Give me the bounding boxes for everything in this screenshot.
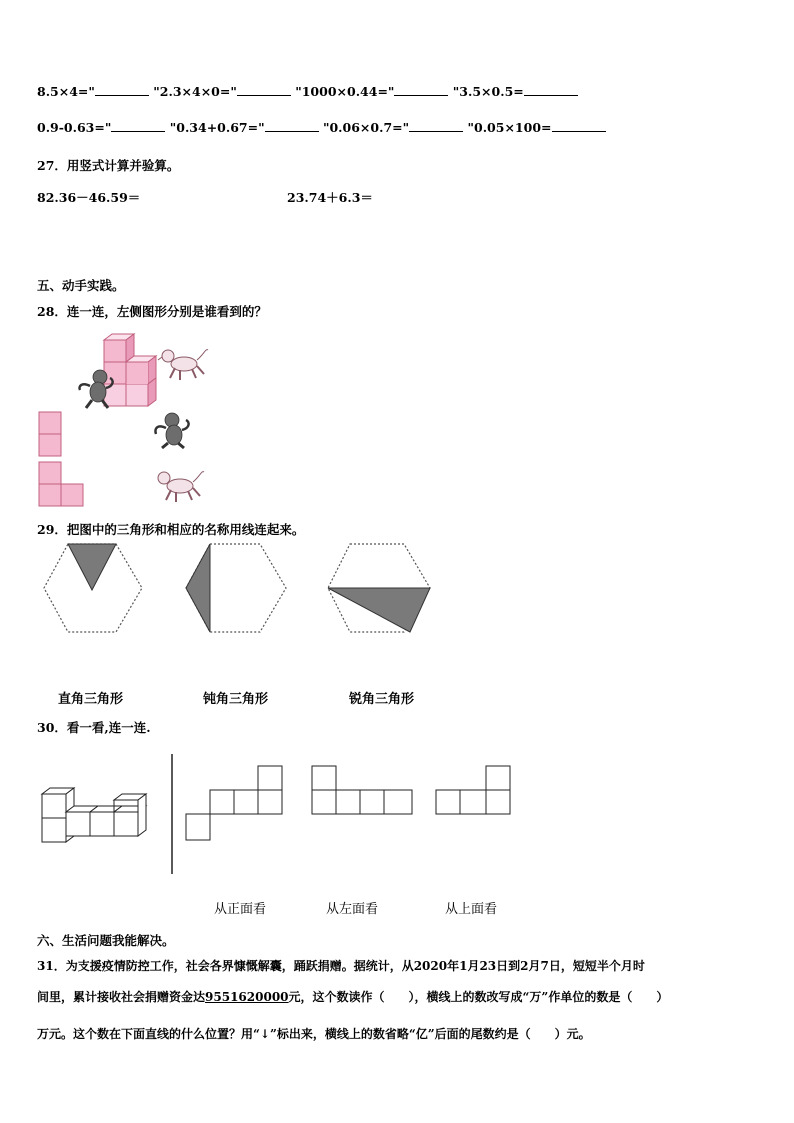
view-option-1	[186, 766, 282, 840]
q28-title: 28．连一连，左侧图形分别是谁看到的？	[37, 304, 267, 319]
answer-blank[interactable]	[394, 84, 448, 96]
hexagon-figure-2	[186, 544, 286, 632]
view-option-3	[436, 766, 510, 814]
q31-text: 间里，累计接收社会捐赠资金达	[37, 990, 206, 1004]
expr: "0.34+0.67="	[169, 120, 265, 135]
dog-icon	[158, 472, 204, 502]
section-6-heading: 六、生活问题我能解决。	[37, 933, 175, 948]
q31-line-3: 万元。这个数在下面直线的什么位置？用“↓”标出来，横线上的数省略“亿”后面的尾数约是（ ）元。	[37, 1027, 591, 1041]
cube-arrangement	[42, 788, 146, 842]
triangle-label-obtuse: 钝角三角形	[203, 692, 269, 707]
answer-blank[interactable]	[111, 120, 165, 132]
oral-calc-row-2	[37, 120, 606, 135]
q27-expr-1: 82.36－46.59＝	[37, 190, 141, 205]
expr: "0.06×0.7="	[322, 120, 410, 135]
expr: "1000×0.44="	[295, 84, 395, 99]
section-5-heading: 五、动手实践。	[37, 278, 125, 293]
triangle-label-right: 直角三角形	[58, 692, 124, 707]
view-shape-vertical	[39, 412, 61, 456]
expr: 8.5×4="	[37, 84, 95, 99]
q31-line-1: 31．为支援疫情防控工作，社会各界慷慨解囊，踊跃捐赠。据统计，从2020年1月23日到2月7日，短短半个月时	[37, 959, 645, 973]
view-shape-l	[39, 462, 83, 506]
view-label-front: 从正面看	[214, 902, 267, 917]
q30-title: 30．看一看,连一连.	[37, 720, 151, 735]
expr: "0.05×100=	[467, 120, 552, 135]
q31-line-2	[37, 988, 668, 1005]
hexagon-figure-1	[44, 544, 142, 632]
answer-blank[interactable]	[95, 84, 149, 96]
q27-expr-2: 23.74＋6.3＝	[287, 190, 373, 205]
q29-title: 29．把图中的三角形和相应的名称用线连起来。	[37, 522, 305, 537]
answer-blank[interactable]	[237, 84, 291, 96]
answer-blank[interactable]	[265, 120, 319, 132]
view-option-2	[312, 766, 412, 814]
donation-number: 9551620000	[205, 990, 289, 1004]
answer-blank[interactable]	[409, 120, 463, 132]
expr: "3.5×0.5=	[452, 84, 524, 99]
q30-figures	[40, 752, 520, 876]
hexagon-figure-3	[328, 544, 430, 632]
dog-icon	[158, 350, 208, 380]
q27-title: 27．用竖式计算并验算。	[37, 158, 180, 173]
view-label-left: 从左面看	[326, 902, 379, 917]
answer-blank[interactable]	[524, 84, 578, 96]
oral-calc-row-1	[37, 84, 578, 99]
q31-text: 元，这个数读作（ ），横线上的数改写成“万”作单位的数是（ ）	[288, 990, 669, 1004]
view-label-top: 从上面看	[445, 902, 498, 917]
monkey-icon	[155, 413, 188, 448]
q29-hexagons	[40, 540, 440, 640]
expr: 0.9-0.63="	[37, 120, 112, 135]
triangle-label-acute: 锐角三角形	[349, 692, 415, 707]
answer-blank[interactable]	[552, 120, 606, 132]
q28-figure	[30, 320, 230, 510]
expr: "2.3×4×0="	[153, 84, 237, 99]
pink-cube-stack	[104, 334, 156, 406]
